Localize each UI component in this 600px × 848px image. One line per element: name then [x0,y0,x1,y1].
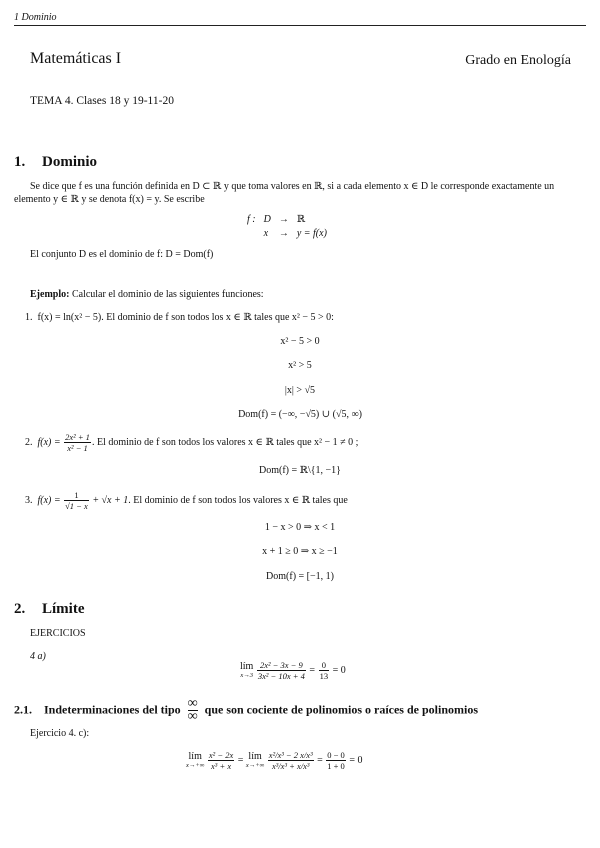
item-2-result: Dom(f) = ℝ\{1, −1} [259,465,341,476]
header-rule [14,25,586,26]
item-3-step-3: Dom(f) = [−1, 1) [266,571,334,582]
course-title: Matemáticas I [30,50,122,67]
item-1-step-4: Dom(f) = (−∞, −√5) ∪ (√5, ∞) [238,409,362,420]
degree-title: Grado en Enología [465,53,571,68]
limit-4c: lím x→+∞ $\frac{\text{x² − 2x}}{\text{x³ + x}}$ = lím x→+∞ $\frac{\text{x²/x³ − 2 x/x³}}{\text{x³/x³ + x/x³}}$ = $\frac{0 - 0}{1 + 0}$ = 0 [186,750,363,771]
item-1-step-3: |x| > √5 [284,385,316,396]
example-label: Ejemplo: [30,289,70,300]
section-2-heading [14,601,85,618]
item-2-fraction: $\frac{\text{2x² + 1}}{\text{x² − 1}}$ [65,432,90,453]
domain-sentence: El conjunto D es el dominio de f: D = Dom(f) [30,249,214,260]
infinity-over-infinity: ∞ ∞ [187,696,198,724]
example-line [30,289,264,300]
section-title: Dominio [42,154,98,170]
item-1: 1. f(x) = ln(x² − 5). El dominio de f son todos los x ∈ ℝ tales que x² − 5 > 0: [25,312,334,323]
item-1-step-2: x² > 5 [288,360,312,371]
item-1-step-1: x² − 5 > 0 [280,336,320,347]
tema-line: TEMA 4. Clases 18 y 19-11-20 [30,95,174,107]
function-map: f : D → ℝ x → y = f(x) [247,214,327,239]
subsection-2-1-heading: 2.1. Indeterminaciones del tipo ∞ ∞ que son cociente de polinomios o raíces de polinomios [14,696,478,724]
example-text: Calcular el dominio de las siguientes funciones: [71,289,264,300]
exercise-4c-label: Ejercicio 4. c): [30,728,90,739]
running-head: 1 Dominio [14,12,57,23]
exercise-4a-label: 4 a) [30,651,46,662]
item-3-step-1: 1 − x > 0 ⇒ x < 1 [264,522,336,533]
section-title: Límite [42,601,85,617]
item-3-step-2: x + 1 ≥ 0 ⇒ x ≥ −1 [262,546,338,557]
item-3-fraction: $\frac{1}{√1 - x}$ [65,490,88,511]
section-number: 1. [14,154,26,170]
item-3: 3. f(x) = $\frac{1}{√1 - x}$ + √x + 1. El dominio de f son todos los valores x ∈ ℝ tales que [25,490,348,511]
item-2: 2. f(x) = $\frac{\text{2x² + 1}}{\text{x² − 1}}$ . El dominio de f son todos los valores x ∈ ℝ tales que x² − 1 ≠ 0 ; [25,432,359,453]
section-number: 2. [14,601,26,617]
section-1-heading [14,154,97,171]
definition-paragraph: Se dice que f es una función definida en D ⊂ ℝ y que toma valores en ℝ, si a cada elemento x ∈ D le corresponde exactamente un elemento y ∈ ℝ y se denota f(x) = y. Se escribe [14,181,555,205]
ejercicios-label: EJERCICIOS [30,628,86,639]
limit-4a: lím x→3 $\frac{\text{2x² − 3x − 9}}{\text{3x² − 10x + 4}}$ = $\frac{0}{13}$ = 0 [240,660,346,681]
